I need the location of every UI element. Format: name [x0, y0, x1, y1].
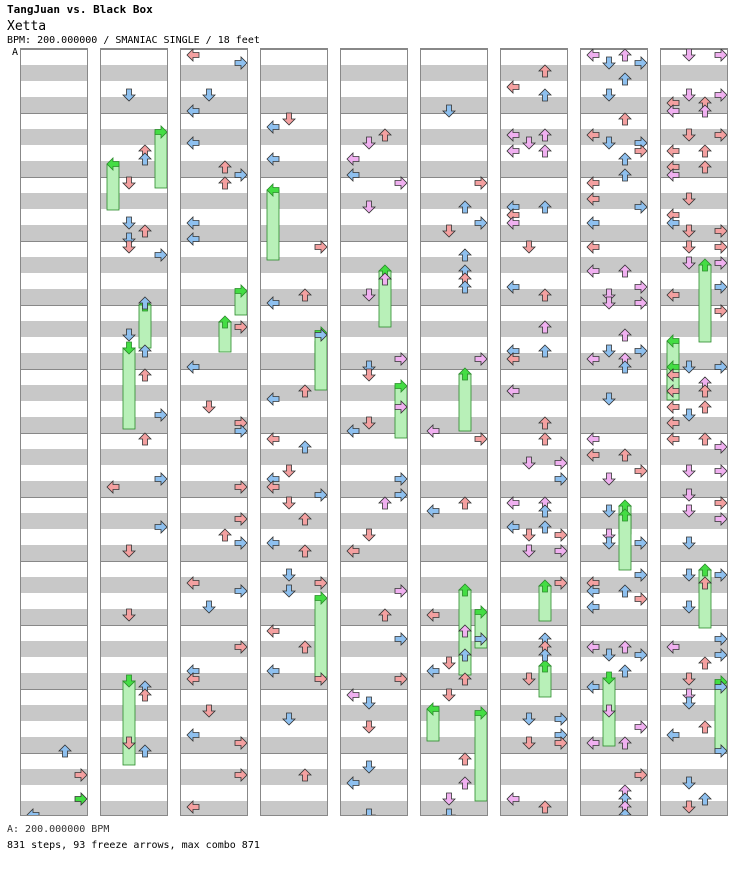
left-arrow-icon	[347, 777, 359, 789]
up-arrow-icon	[619, 449, 631, 461]
left-arrow-icon	[587, 193, 599, 205]
down-arrow-icon	[363, 697, 375, 709]
right-arrow-icon	[635, 297, 647, 309]
left-arrow-icon	[427, 505, 439, 517]
up-arrow-icon	[539, 321, 551, 333]
left-arrow-icon	[347, 153, 359, 165]
left-arrow-icon	[507, 793, 519, 805]
up-arrow-icon	[539, 289, 551, 301]
up-arrow-icon	[539, 801, 551, 813]
up-arrow-icon	[699, 793, 711, 805]
right-arrow-icon	[715, 241, 727, 253]
down-arrow-icon	[443, 689, 455, 701]
left-arrow-icon	[187, 233, 199, 245]
chart-column-4	[260, 48, 328, 816]
left-arrow-icon	[587, 449, 599, 461]
left-arrow-icon	[507, 385, 519, 397]
up-arrow-icon	[139, 745, 151, 757]
down-arrow-icon	[123, 241, 135, 253]
right-arrow-icon	[235, 737, 247, 749]
up-arrow-icon	[619, 113, 631, 125]
right-arrow-icon	[715, 633, 727, 645]
up-arrow-icon	[619, 153, 631, 165]
left-arrow-icon	[267, 665, 279, 677]
left-arrow-icon	[667, 169, 679, 181]
freeze-body	[155, 132, 167, 188]
right-arrow-icon	[635, 145, 647, 157]
left-arrow-icon	[587, 177, 599, 189]
up-arrow-icon	[219, 177, 231, 189]
up-arrow-icon	[219, 161, 231, 173]
left-arrow-icon	[187, 217, 199, 229]
right-arrow-icon	[475, 353, 487, 365]
down-arrow-icon	[123, 217, 135, 229]
right-arrow-icon	[395, 489, 407, 501]
right-arrow-icon	[635, 57, 647, 69]
up-arrow-icon	[539, 649, 551, 661]
left-arrow-icon	[587, 265, 599, 277]
bpm-marker-label: A	[12, 47, 19, 58]
up-arrow-icon	[619, 809, 631, 816]
freeze-body	[123, 681, 135, 765]
right-arrow-icon	[635, 649, 647, 661]
left-arrow-icon	[667, 433, 679, 445]
up-arrow-icon	[299, 441, 311, 453]
right-arrow-icon	[715, 257, 727, 269]
down-arrow-icon	[123, 545, 135, 557]
left-arrow-icon	[107, 481, 119, 493]
right-arrow-icon	[155, 249, 167, 261]
right-arrow-icon	[635, 465, 647, 477]
left-arrow-icon	[267, 297, 279, 309]
right-arrow-icon	[235, 641, 247, 653]
freeze-body	[699, 265, 711, 342]
down-arrow-icon	[603, 393, 615, 405]
chart-column-5	[340, 48, 408, 816]
down-arrow-icon	[283, 569, 295, 581]
up-arrow-icon	[459, 753, 471, 765]
chart-column-8	[580, 48, 648, 816]
right-arrow-icon	[555, 713, 567, 725]
song-title: TangJuan vs. Black Box	[7, 3, 153, 16]
right-arrow-icon	[635, 537, 647, 549]
down-arrow-icon	[363, 529, 375, 541]
chart-column-6	[420, 48, 488, 816]
down-arrow-icon	[683, 601, 695, 613]
right-arrow-icon	[555, 473, 567, 485]
right-arrow-icon	[635, 201, 647, 213]
right-arrow-icon	[555, 577, 567, 589]
down-arrow-icon	[683, 361, 695, 373]
left-arrow-icon	[587, 129, 599, 141]
chart-column-2	[100, 48, 168, 816]
chart-column-7	[500, 48, 568, 816]
up-arrow-icon	[619, 169, 631, 181]
up-arrow-icon	[299, 385, 311, 397]
right-arrow-icon	[715, 281, 727, 293]
up-arrow-icon	[539, 145, 551, 157]
right-arrow-icon	[715, 569, 727, 581]
right-arrow-icon	[715, 305, 727, 317]
down-arrow-icon	[443, 225, 455, 237]
down-arrow-icon	[443, 657, 455, 669]
down-arrow-icon	[603, 89, 615, 101]
down-arrow-icon	[123, 329, 135, 341]
right-arrow-icon	[315, 489, 327, 501]
left-arrow-icon	[507, 81, 519, 93]
left-arrow-icon	[347, 689, 359, 701]
up-arrow-icon	[539, 521, 551, 533]
down-arrow-icon	[603, 57, 615, 69]
down-arrow-icon	[603, 649, 615, 661]
right-arrow-icon	[555, 529, 567, 541]
left-arrow-icon	[267, 537, 279, 549]
up-arrow-icon	[699, 385, 711, 397]
right-arrow-icon	[395, 585, 407, 597]
left-arrow-icon	[267, 625, 279, 637]
left-arrow-icon	[427, 665, 439, 677]
up-arrow-icon	[619, 49, 631, 61]
down-arrow-icon	[683, 489, 695, 501]
right-arrow-icon	[315, 241, 327, 253]
up-arrow-icon	[699, 161, 711, 173]
right-arrow-icon	[395, 673, 407, 685]
left-arrow-icon	[507, 129, 519, 141]
down-arrow-icon	[523, 673, 535, 685]
left-arrow-icon	[507, 217, 519, 229]
left-arrow-icon	[267, 121, 279, 133]
right-arrow-icon	[155, 521, 167, 533]
down-arrow-icon	[363, 289, 375, 301]
up-arrow-icon	[379, 609, 391, 621]
up-arrow-icon	[539, 345, 551, 357]
right-arrow-icon	[635, 769, 647, 781]
right-arrow-icon	[475, 217, 487, 229]
right-arrow-icon	[715, 89, 727, 101]
up-arrow-icon	[619, 665, 631, 677]
up-arrow-icon	[699, 721, 711, 733]
down-arrow-icon	[523, 713, 535, 725]
right-arrow-icon	[715, 497, 727, 509]
down-arrow-icon	[203, 601, 215, 613]
right-arrow-icon	[635, 569, 647, 581]
right-arrow-icon	[635, 593, 647, 605]
down-arrow-icon	[683, 89, 695, 101]
up-arrow-icon	[139, 433, 151, 445]
down-arrow-icon	[283, 585, 295, 597]
left-arrow-icon	[587, 641, 599, 653]
down-arrow-icon	[523, 545, 535, 557]
up-arrow-icon	[379, 129, 391, 141]
right-arrow-icon	[475, 433, 487, 445]
right-arrow-icon	[75, 769, 87, 781]
left-arrow-icon	[267, 433, 279, 445]
right-arrow-icon	[235, 321, 247, 333]
left-arrow-icon	[667, 145, 679, 157]
left-arrow-icon	[187, 577, 199, 589]
right-arrow-icon	[715, 441, 727, 453]
freeze-body	[475, 713, 487, 801]
freeze-body	[315, 598, 327, 677]
down-arrow-icon	[603, 297, 615, 309]
freeze-body	[107, 164, 119, 210]
left-arrow-icon	[587, 353, 599, 365]
left-arrow-icon	[587, 737, 599, 749]
down-arrow-icon	[683, 697, 695, 709]
left-arrow-icon	[667, 417, 679, 429]
right-arrow-icon	[395, 473, 407, 485]
down-arrow-icon	[683, 193, 695, 205]
up-arrow-icon	[299, 545, 311, 557]
right-arrow-icon	[235, 169, 247, 181]
down-arrow-icon	[683, 537, 695, 549]
down-arrow-icon	[683, 465, 695, 477]
down-arrow-icon	[443, 105, 455, 117]
down-arrow-icon	[123, 177, 135, 189]
right-arrow-icon	[155, 473, 167, 485]
left-arrow-icon	[347, 545, 359, 557]
down-arrow-icon	[603, 537, 615, 549]
down-arrow-icon	[523, 529, 535, 541]
up-arrow-icon	[139, 225, 151, 237]
left-arrow-icon	[587, 585, 599, 597]
right-arrow-icon	[715, 225, 727, 237]
right-arrow-icon	[235, 481, 247, 493]
chart-column-1	[20, 48, 88, 816]
up-arrow-icon	[459, 201, 471, 213]
left-arrow-icon	[667, 401, 679, 413]
left-arrow-icon	[267, 481, 279, 493]
down-arrow-icon	[683, 241, 695, 253]
down-arrow-icon	[283, 497, 295, 509]
down-arrow-icon	[683, 777, 695, 789]
chart-column-3	[180, 48, 248, 816]
left-arrow-icon	[187, 137, 199, 149]
down-arrow-icon	[123, 609, 135, 621]
down-arrow-icon	[603, 137, 615, 149]
right-arrow-icon	[75, 793, 87, 805]
right-arrow-icon	[715, 129, 727, 141]
song-artist: Xetta	[7, 19, 47, 34]
down-arrow-icon	[363, 369, 375, 381]
up-arrow-icon	[619, 361, 631, 373]
right-arrow-icon	[235, 57, 247, 69]
down-arrow-icon	[363, 201, 375, 213]
down-arrow-icon	[203, 401, 215, 413]
down-arrow-icon	[603, 345, 615, 357]
down-arrow-icon	[203, 705, 215, 717]
down-arrow-icon	[363, 417, 375, 429]
up-arrow-icon	[539, 65, 551, 77]
down-arrow-icon	[283, 713, 295, 725]
up-arrow-icon	[459, 249, 471, 261]
left-arrow-icon	[587, 433, 599, 445]
up-arrow-icon	[459, 777, 471, 789]
down-arrow-icon	[123, 89, 135, 101]
left-arrow-icon	[667, 641, 679, 653]
left-arrow-icon	[507, 521, 519, 533]
freeze-body	[619, 515, 631, 570]
down-arrow-icon	[683, 673, 695, 685]
freeze-body	[267, 190, 279, 260]
right-arrow-icon	[635, 281, 647, 293]
right-arrow-icon	[315, 577, 327, 589]
down-arrow-icon	[683, 409, 695, 421]
left-arrow-icon	[347, 425, 359, 437]
up-arrow-icon	[619, 641, 631, 653]
right-arrow-icon	[395, 353, 407, 365]
left-arrow-icon	[507, 353, 519, 365]
down-arrow-icon	[683, 801, 695, 813]
down-arrow-icon	[683, 225, 695, 237]
left-arrow-icon	[427, 425, 439, 437]
down-arrow-icon	[683, 257, 695, 269]
up-arrow-icon	[299, 513, 311, 525]
left-arrow-icon	[507, 281, 519, 293]
left-arrow-icon	[187, 729, 199, 741]
left-arrow-icon	[187, 105, 199, 117]
down-arrow-icon	[523, 457, 535, 469]
down-arrow-icon	[283, 113, 295, 125]
up-arrow-icon	[539, 505, 551, 517]
up-arrow-icon	[539, 129, 551, 141]
left-arrow-icon	[507, 497, 519, 509]
down-arrow-icon	[363, 809, 375, 816]
left-arrow-icon	[667, 105, 679, 117]
left-arrow-icon	[667, 289, 679, 301]
right-arrow-icon	[395, 633, 407, 645]
up-arrow-icon	[299, 769, 311, 781]
left-arrow-icon	[587, 601, 599, 613]
left-arrow-icon	[27, 809, 39, 816]
right-arrow-icon	[235, 537, 247, 549]
down-arrow-icon	[683, 49, 695, 61]
right-arrow-icon	[715, 513, 727, 525]
right-arrow-icon	[235, 425, 247, 437]
down-arrow-icon	[363, 721, 375, 733]
left-arrow-icon	[267, 153, 279, 165]
left-arrow-icon	[187, 673, 199, 685]
freeze-body	[123, 348, 135, 429]
down-arrow-icon	[443, 793, 455, 805]
right-arrow-icon	[155, 409, 167, 421]
left-arrow-icon	[587, 241, 599, 253]
up-arrow-icon	[459, 281, 471, 293]
up-arrow-icon	[59, 745, 71, 757]
up-arrow-icon	[299, 641, 311, 653]
left-arrow-icon	[187, 49, 199, 61]
left-arrow-icon	[427, 609, 439, 621]
up-arrow-icon	[139, 689, 151, 701]
left-arrow-icon	[587, 681, 599, 693]
down-arrow-icon	[603, 473, 615, 485]
left-arrow-icon	[667, 729, 679, 741]
freeze-body	[139, 305, 151, 348]
down-arrow-icon	[283, 465, 295, 477]
left-arrow-icon	[587, 49, 599, 61]
up-arrow-icon	[699, 657, 711, 669]
right-arrow-icon	[235, 769, 247, 781]
up-arrow-icon	[459, 497, 471, 509]
up-arrow-icon	[699, 433, 711, 445]
up-arrow-icon	[619, 737, 631, 749]
right-arrow-icon	[475, 177, 487, 189]
up-arrow-icon	[139, 153, 151, 165]
up-arrow-icon	[139, 369, 151, 381]
up-arrow-icon	[619, 329, 631, 341]
left-arrow-icon	[507, 145, 519, 157]
right-arrow-icon	[715, 649, 727, 661]
down-arrow-icon	[363, 137, 375, 149]
right-arrow-icon	[555, 545, 567, 557]
down-arrow-icon	[363, 761, 375, 773]
right-arrow-icon	[715, 361, 727, 373]
left-arrow-icon	[667, 217, 679, 229]
right-arrow-icon	[715, 465, 727, 477]
left-arrow-icon	[347, 169, 359, 181]
chart-column-9	[660, 48, 728, 816]
down-arrow-icon	[443, 809, 455, 816]
left-arrow-icon	[187, 801, 199, 813]
freeze-body	[459, 374, 471, 431]
down-arrow-icon	[683, 129, 695, 141]
up-arrow-icon	[379, 497, 391, 509]
up-arrow-icon	[619, 585, 631, 597]
up-arrow-icon	[699, 145, 711, 157]
step-stats: 831 steps, 93 freeze arrows, max combo 871	[7, 840, 260, 851]
left-arrow-icon	[187, 361, 199, 373]
right-arrow-icon	[555, 737, 567, 749]
right-arrow-icon	[635, 345, 647, 357]
down-arrow-icon	[683, 505, 695, 517]
right-arrow-icon	[235, 585, 247, 597]
right-arrow-icon	[395, 177, 407, 189]
up-arrow-icon	[699, 401, 711, 413]
bpm-legend: A: 200.000000 BPM	[7, 824, 110, 835]
right-arrow-icon	[555, 457, 567, 469]
right-arrow-icon	[235, 513, 247, 525]
up-arrow-icon	[219, 529, 231, 541]
up-arrow-icon	[539, 433, 551, 445]
up-arrow-icon	[539, 417, 551, 429]
down-arrow-icon	[523, 737, 535, 749]
up-arrow-icon	[299, 289, 311, 301]
left-arrow-icon	[587, 217, 599, 229]
down-arrow-icon	[683, 569, 695, 581]
down-arrow-icon	[603, 505, 615, 517]
up-arrow-icon	[539, 89, 551, 101]
down-arrow-icon	[523, 241, 535, 253]
up-arrow-icon	[539, 201, 551, 213]
up-arrow-icon	[699, 105, 711, 117]
left-arrow-icon	[267, 393, 279, 405]
down-arrow-icon	[523, 137, 535, 149]
up-arrow-icon	[619, 265, 631, 277]
up-arrow-icon	[619, 73, 631, 85]
right-arrow-icon	[635, 721, 647, 733]
down-arrow-icon	[203, 89, 215, 101]
right-arrow-icon	[715, 49, 727, 61]
chart-info: BPM: 200.000000 / SMANIAC SINGLE / 18 feet	[7, 35, 260, 46]
